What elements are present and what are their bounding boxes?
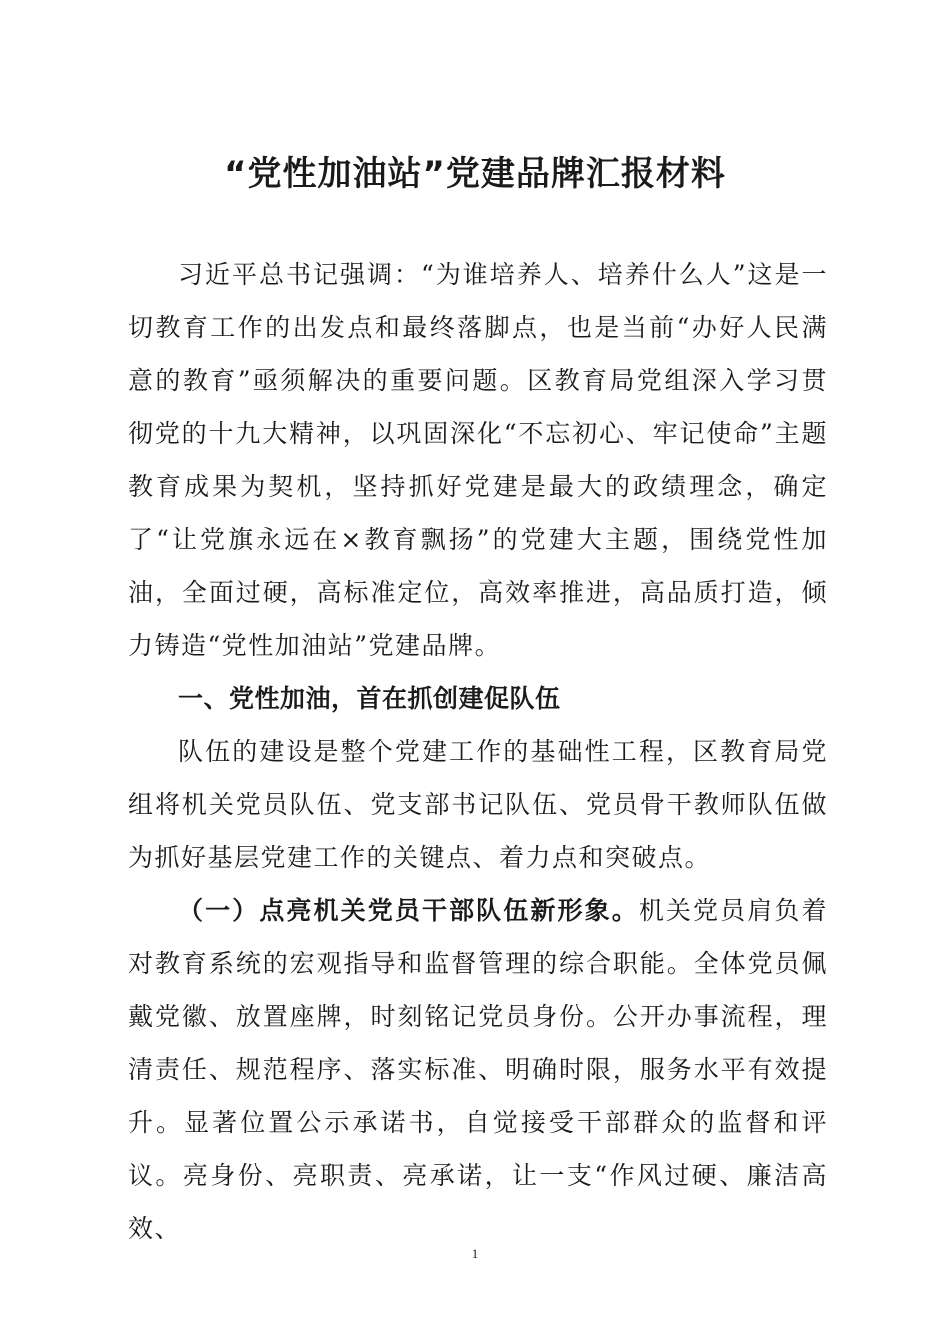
document-body: [128, 248, 828, 1255]
intro-paragraph: 习近平总书记强调：“为谁培养人、培养什么人”这是一切教育工作的出发点和最终落脚点，也是当前“办好人民满意的教育”亟须解决的重要问题。区教育局党组深入学习贯彻党的十九大精神，以巩固深化“不忘初心、牢记使命”主题教育成果为契机，坚持抓好党建是最大的政绩理念，确定了“让党旗永远在×教育飘扬”的党建大主题，围绕党性加油，全面过硬，高标准定位，高效率推进，高品质打造，倾力铸造“党性加油站”党建品牌。: [128, 260, 828, 660]
section-paragraph: 队伍的建设是整个党建工作的基础性工程，区教育局党组将机关党员队伍、党支部书记队伍、党员骨干教师队伍做为抓好基层党建工作的关键点、着力点和突破点。: [128, 737, 828, 872]
subsection-paragraph: [128, 884, 828, 1255]
subsection-heading: （一）点亮机关党员干部队伍新形象。: [178, 896, 639, 925]
page-number: 1: [471, 1246, 479, 1261]
subsection-text: 机关党员肩负着对教育系统的宏观指导和监督管理的综合职能。全体党员佩戴党徽、放置座牌，时刻铭记党员身份。公开办事流程，理清责任、规范程序、落实标准、明确时限，服务水平有效提升。显著位置公示承诺书，自觉接受干部群众的监督和评议。亮身份、亮职责、亮承诺，让一支“作风过硬、廉洁高效、: [128, 896, 828, 1243]
document-title: “党性加油站”党建品牌汇报材料: [224, 154, 726, 194]
section-heading: 一、党性加油，首在抓创建促队伍: [178, 684, 561, 713]
